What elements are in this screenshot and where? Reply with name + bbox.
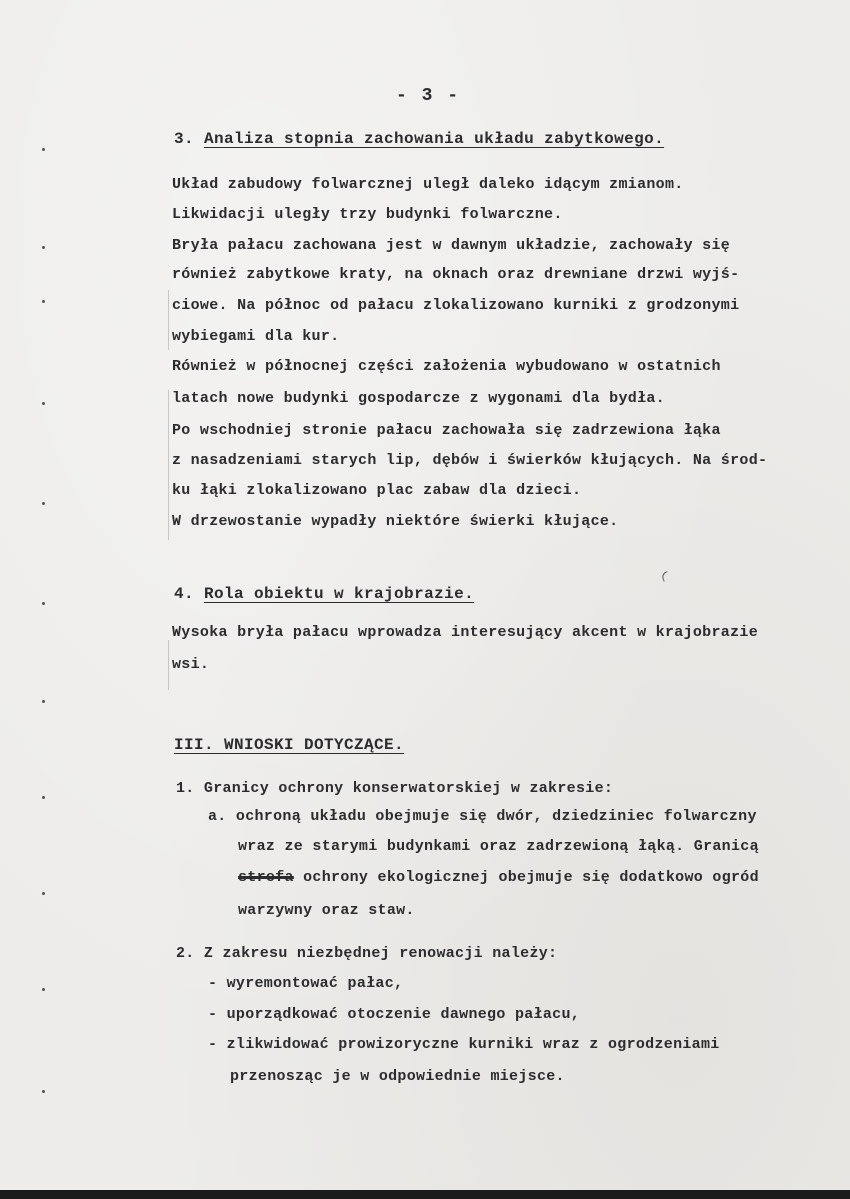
point-2-item: przenosząc je w odpowiednie miejsce. — [230, 1068, 565, 1085]
section-iii-title: III. WNIOSKI DOTYCZĄCE. — [174, 736, 405, 754]
punch-hole — [42, 796, 45, 799]
section-3-line: Również w północnej części założenia wybudowano w ostatnich — [172, 358, 721, 375]
section-3-line: z nasadzeniami starych lip, dębów i świerków kłujących. Na środ- — [172, 452, 768, 469]
point-2-item: - zlikwidować prowizoryczne kurniki wraz z ogrodzeniami — [208, 1036, 720, 1053]
point-2-item: - wyremontować pałac, — [208, 975, 404, 992]
punch-hole — [42, 148, 45, 151]
section-3-line: latach nowe budynki gospodarcze z wygonami dla bydła. — [172, 390, 665, 407]
margin-rule — [168, 290, 169, 350]
point-1a-line-3-rest: ochrony ekologicznej obejmuje się dodatkowo ogród — [303, 869, 759, 886]
point-1a-line: warzywny oraz staw. — [238, 902, 415, 919]
punch-hole — [42, 602, 45, 605]
margin-rule — [168, 390, 169, 540]
punch-hole — [42, 502, 45, 505]
punch-hole — [42, 892, 45, 895]
margin-rule — [168, 640, 169, 690]
scan-edge — [0, 1190, 850, 1199]
point-1a-line: wraz ze starymi budynkami oraz zadrzewioną łąką. Granicą — [238, 838, 759, 855]
punch-hole — [42, 1090, 45, 1093]
pen-mark — [661, 571, 671, 582]
point-1a-line: a. ochroną układu obejmuje się dwór, dziedziniec folwarczny — [208, 808, 757, 825]
section-3-line: wybiegami dla kur. — [172, 328, 340, 345]
point-2-line: 2. Z zakresu niezbędnej renowacji należy: — [176, 945, 558, 962]
punch-hole — [42, 700, 45, 703]
point-2-item: - uporządkować otoczenie dawnego pałacu, — [208, 1006, 581, 1023]
punch-hole — [42, 246, 45, 249]
section-4-line: wsi. — [172, 656, 210, 673]
section-3-line: ciowe. Na północ od pałacu zlokalizowano kurniki z grodzonymi — [172, 297, 740, 314]
section-3-line: Likwidacji uległy trzy budynki folwarczne. — [172, 206, 563, 223]
section-3-line: Układ zabudowy folwarcznej uległ daleko idącym zmianom. — [172, 176, 684, 193]
section-4-line: Wysoka bryła pałacu wprowadza interesujący akcent w krajobrazie — [172, 624, 758, 641]
section-3-title: Analiza stopnia zachowania układu zabytkowego. — [204, 130, 665, 148]
section-3-line: Po wschodniej stronie pałacu zachowała się zadrzewiona łąka — [172, 422, 721, 439]
punch-hole — [42, 402, 45, 405]
punch-hole — [42, 300, 45, 303]
section-4-title: Rola obiektu w krajobrazie. — [204, 585, 475, 603]
section-3-line: W drzewostanie wypadły niektóre świerki kłujące. — [172, 513, 619, 530]
section-3-line: również zabytkowe kraty, na oknach oraz drewniane drzwi wyjś- — [172, 266, 740, 283]
point-1-line: 1. Granicy ochrony konserwatorskiej w zakresie: — [176, 780, 614, 797]
section-4-number: 4. — [174, 585, 195, 603]
section-3-line: ku łąki zlokalizowano plac zabaw dla dzieci. — [172, 482, 582, 499]
section-4-heading — [174, 585, 474, 603]
struck-word: strefa — [238, 869, 294, 886]
point-1a-line-3 — [238, 869, 759, 887]
page-number: - 3 - — [396, 86, 461, 106]
section-iii-heading — [174, 736, 404, 754]
section-3-line: Bryła pałacu zachowana jest w dawnym układzie, zachowały się — [172, 237, 731, 254]
punch-hole — [42, 988, 45, 991]
section-3-number: 3. — [174, 130, 195, 148]
section-3-heading — [174, 130, 664, 148]
